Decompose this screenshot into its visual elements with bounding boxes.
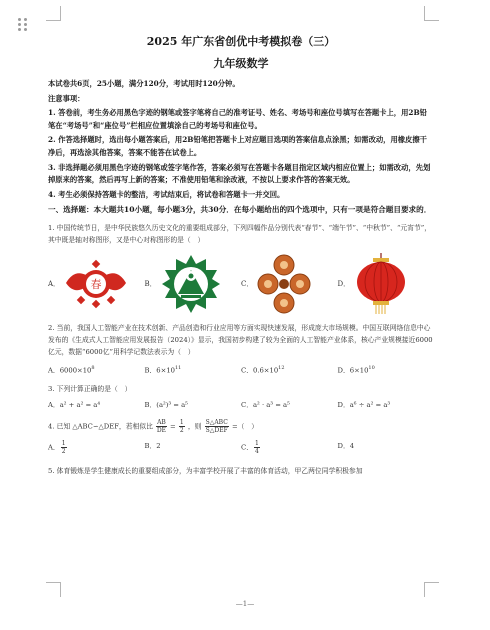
notice-4: 4. 考生必须保持答题卡的整洁，考试结束后，将试卷和答题卡一并交回。 — [48, 189, 285, 199]
question-3-options — [48, 399, 434, 411]
drag-handle[interactable] — [18, 18, 28, 32]
q2-option-a: A．$6000\times 10^8$ — [48, 365, 95, 375]
question-2-text: 2. 当前，我国人工智能产业在技术创新、产品创造和行业应用等方面实现快速发展，形成庞大市场规模。中国互联网络信息中心发布的《生成式人工智能应用发展报告（2024）》显示，我国初步构建了较为全面的人工智能产业体系，核心产业规模接近6000亿元，数据“6000亿”用科学记数法表示为（ ） — [48, 324, 433, 357]
q2-option-d: D．$6\times 10^{10}$ — [337, 365, 375, 375]
q4-option-b: B．2 — [144, 441, 161, 450]
page-number: —1— — [235, 600, 255, 608]
section-heading: 一、选择题：本大题共10小题，每小题3分，共30分．在每小题给出的四个选项中，只有一项是符合题目要求的． — [48, 205, 432, 215]
exam-intro: 本试卷共6页，25小题，满分120分，考试用时120分钟。 — [48, 79, 240, 88]
q4-option-d: D．4 — [337, 441, 355, 450]
question-4-text: 4. 已知 △ABC∽△DEF，若相似比 $\frac{AB}{DE}$ = $\frac{1}{2}$ ，则 $\frac{\text{S△ABC}}{\text{S△DEF}}$ =（ ） — [48, 418, 259, 434]
area-ratio-fraction: $\frac{\text{S△ABC}}{\text{S△DEF}}$ — [205, 418, 228, 434]
q2-option-c: C．$0.6\times 10^{12}$ — [241, 365, 285, 375]
notice-label: 注意事项： — [48, 93, 85, 103]
lantern-festival-lantern-icon — [354, 253, 408, 315]
option-a: A． 春 — [48, 259, 145, 309]
notice-1: 1. 答卷前，考生务必用黑色字迹的钢笔或签字笔将自己的准考证号、姓名、考场号和座位号填写在答题卡上，用2B铅笔在“考场号”和“座位号”栏相应位置填涂自己的考场号和座位号。 — [48, 108, 427, 130]
exam-title: 2025 年广东省创优中考模拟卷（三） — [146, 35, 336, 48]
q3-option-a: A．a² + a² = a⁴ — [48, 400, 101, 409]
chun-glyph: 春 — [90, 278, 102, 292]
half-fraction: $\frac{1}{2}$ — [179, 418, 184, 434]
crop-mark-bottom-left — [46, 582, 61, 597]
spring-festival-papercut-icon — [64, 259, 128, 309]
ratio-fraction: $\frac{AB}{DE}$ — [156, 418, 167, 434]
option-b: B． — [145, 254, 242, 314]
question-2-options — [48, 362, 434, 376]
question-5-text: 5. 体育锻炼是学生健康成长的重要组成部分，为丰富学校开展了丰富的体育活动，甲乙两位同学积极参加 — [48, 466, 363, 475]
notice-2: 2. 作答选择题时，选出每小题答案后，用2B铅笔把答题卡上对应题目选项的答案信息点涂黑；如需改动，用橡皮擦干净后，再选涂其他答案，答案不能答在试卷上。 — [48, 135, 427, 157]
q3-option-b: B．(a²)³ = a⁵ — [144, 400, 188, 409]
notice-3: 3. 非选择题必须用黑色字迹的钢笔或签字笔作答，答案必须写在答题卡各题目指定区域内相应位置上；如需改动，先划掉原来的答案，然后再写上新的答案；不准使用铅笔和涂改液，不按以上要求作答的答案无效。 — [48, 162, 431, 185]
q4-option-c: C． $\frac{1}{4}$ — [241, 439, 259, 455]
mid-autumn-mooncake-icon — [257, 254, 311, 314]
document-page — [48, 34, 434, 479]
crop-mark-top-left — [46, 6, 61, 21]
question-4-options — [48, 440, 434, 455]
option-c: C． — [241, 254, 338, 314]
crop-mark-top-right — [424, 6, 439, 21]
question-1-options — [48, 252, 434, 316]
crop-mark-bottom-right — [424, 582, 439, 597]
dragon-boat-zongzi-icon — [161, 254, 221, 314]
question-1-text: 1. 中国传统节日，是中华民族悠久历史文化的重要组成部分，下列四幅作品分别代表“春节”、“端午节”、“中秋节”、“元宵节”，其中既是轴对称图形，又是中心对称图形的是（ ） — [48, 224, 432, 245]
q4-option-a: A． $\frac{1}{2}$ — [48, 439, 66, 455]
q2-option-b: B．$6\times 10^{11}$ — [144, 365, 182, 375]
question-3-text: 3. 下列计算正确的是（ ） — [48, 384, 132, 393]
option-d: D． — [338, 253, 435, 315]
q3-option-c: C．a² · a³ = a⁵ — [241, 400, 290, 409]
q3-option-d: D．a⁶ ÷ a² = a³ — [337, 400, 391, 409]
exam-subtitle: 九年级数学 — [213, 57, 269, 70]
